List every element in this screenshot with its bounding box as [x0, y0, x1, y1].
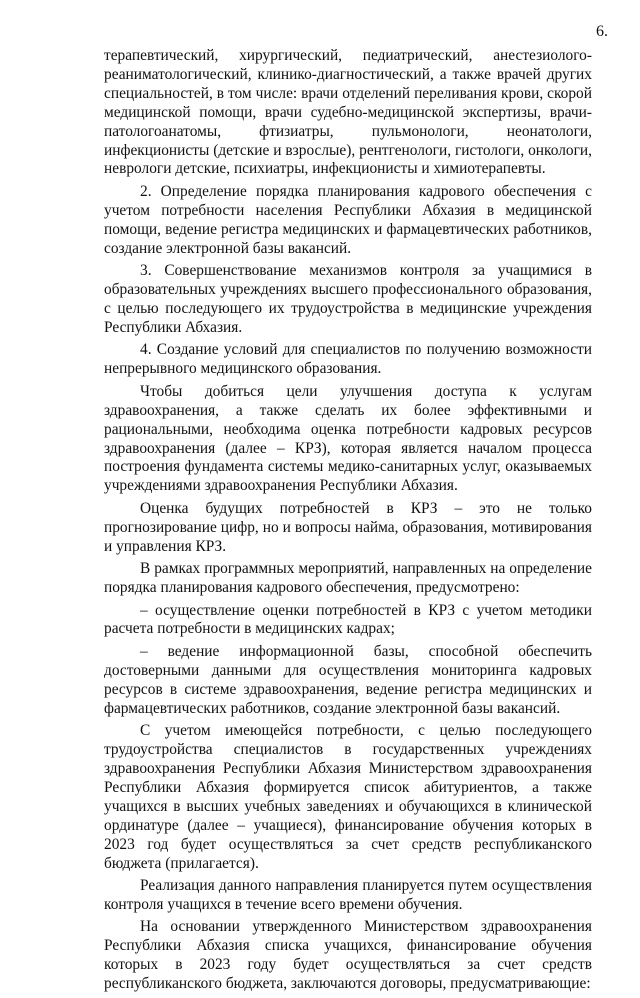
paragraph-contracts: На основании утвержденного Министерством здравоохранения Республики Абхазия списка учащихся, финансирование обучения которых в 2023 году будет осуществляться за счет средств республиканского бюджета, заключаются договоры, предусматривающие: — [104, 918, 592, 993]
paragraph-program-measures: В рамках программных мероприятий, направленных на определение порядка планирования кадрового обеспечения, предусмотрено: — [104, 560, 592, 597]
paragraph-access-goal: Чтобы добиться цели улучшения доступа к услугам здравоохранения, а также сделать их более эффективными и рациональными, необходима оценка потребности кадровых ресурсов здравоохранения (далее – КРЗ), которая является началом процесса построения фундамента системы медико-санитарных услуг, оказываемых учреждениями здравоохранения Республики Абхазия. — [104, 382, 592, 495]
paragraph-implementation: Реализация данного направления планируется путем осуществления контроля учащихся в течение всего времени обучения. — [104, 877, 592, 913]
paragraph-needs-assessment: Оценка будущих потребностей в КРЗ – это не только прогнозирование цифр, но и вопросы найма, образования, мотивирования и управления КРЗ. — [104, 499, 592, 555]
page-number: 6. — [596, 23, 608, 40]
paragraph-specialties-continued: терапевтический, хирургический, педиатрический, анестезиолого-реаниматологический, клинико-диагностический, а также врачей других специальностей, в том числе: врачи отделений переливания крови, скорой медицинской помощи, врачи судебно-медицинской экспертизы, врачи-патологоанатомы, фтизиатры, пульмонологи, неонатологи, инфекционисты (детские и взрослые), рентгенологи, гистологи, онкологи, неврологи детские, психиатры, инфекционисты и химиотерапевты. — [104, 47, 592, 178]
paragraph-item-4: 4. Создание условий для специалистов по получению возможности непрерывного медицинского образования. — [104, 341, 592, 378]
document-body — [104, 47, 592, 998]
list-item-information-base: – ведение информационной базы, способной обеспечить достоверными данными для осуществления мониторинга кадровых ресурсов в системе здравоохранения, ведение регистра медицинских и фармацевтических работников, создание электронной базы вакансий. — [104, 642, 592, 717]
paragraph-applicants-list: С учетом имеющейся потребности, с целью последующего трудоустройства специалистов в государственных учреждениях здравоохранения Республики Абхазия Министерством здравоохранения Республики Абхазия формируется список абитуриентов, а также учащихся в высших учебных заведениях и обучающихся в клинической ординатуре (далее – учащиеся), финансирование обучения которых в 2023 год будет осуществляться за счет средств республиканского бюджета (прилагается). — [104, 722, 592, 872]
paragraph-item-2: 2. Определение порядка планирования кадрового обеспечения с учетом потребности населения Республики Абхазия в медицинской помощи, ведение регистра медицинских и фармацевтических работников, создание электронной базы вакансий. — [104, 182, 592, 257]
paragraph-item-3: 3. Совершенствование механизмов контроля за учащимися в образовательных учреждениях высшего профессионального образования, с целью последующего их трудоустройства в медицинские учреждения Республики Абхазия. — [104, 262, 592, 336]
list-item-needs-evaluation: – осуществление оценки потребностей в КРЗ с учетом методики расчета потребности в медицинских кадрах; — [104, 601, 592, 638]
